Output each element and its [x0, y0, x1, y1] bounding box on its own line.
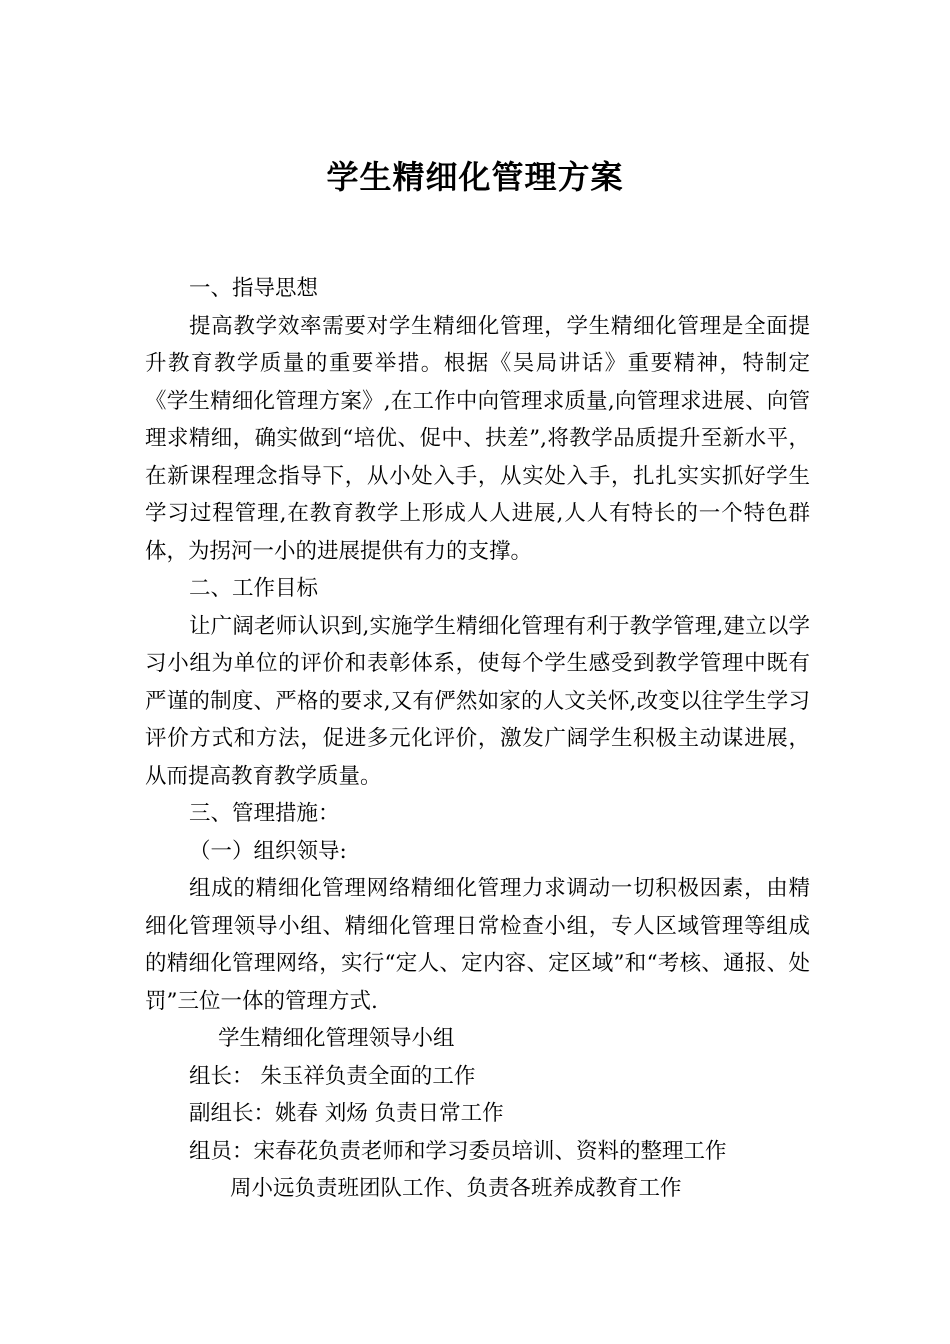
- paragraph-guiding-ideology: 提高教学效率需要对学生精细化管理，学生精细化管理是全面提升教育教学质量的重要举措。根据《吴局讲话》重要精神，特制定《学生精细化管理方案》,在工作中向管理求质量,向管理求进展、向管理求精细，确实做到“培优、促中、扶差”,将教学品质提升至新水平，在新课程理念指导下，从小处入手，从实处入手，扎扎实实抓好学生学习过程管理,在教育教学上形成人人进展,人人有特长的一个特色群体，为拐河一小的进展提供有力的支撑。: [145, 313, 810, 564]
- group-leader-line: 组长： 朱玉祥负责全面的工作: [189, 1063, 476, 1089]
- document-body: [145, 270, 810, 1208]
- leadership-group-title: 学生精细化管理领导小组: [218, 1026, 455, 1051]
- section-heading-2: 二、工作目标: [189, 576, 319, 601]
- vice-leader-line: 副组长：姚春 刘炀 负责日常工作: [189, 1101, 504, 1126]
- member-line-1: 组员：宋春花负责老师和学习委员培训、资料的整理工作: [189, 1138, 727, 1164]
- section-heading-1: 一、指导思想: [189, 276, 319, 301]
- subsection-heading-organization: （一）组织领导:: [189, 838, 347, 864]
- section-heading-3: 三、管理措施：: [189, 801, 340, 826]
- paragraph-work-goals: 让广阔老师认识到,实施学生精细化管理有利于教学管理,建立以学习小组为单位的评价和表彰体系，使每个学生感受到教学管理中既有严谨的制度、严格的要求,又有俨然如家的人文关怀,改变以往学生学习评价方式和方法，促进多元化评价，激发广阔学生积极主动谋进展，从而提高教育教学质量。: [145, 613, 810, 789]
- document-title: 学生精细化管理方案: [326, 158, 624, 196]
- member-line-2: 周小远负责班团队工作、负责各班养成教育工作: [230, 1176, 682, 1201]
- paragraph-organization: 组成的精细化管理网络精细化管理力求调动一切积极因素，由精细化管理领导小组、精细化管理日常检查小组，专人区域管理等组成的精细化管理网络，实行“定人、定内容、定区域”和“考核、通报、处罚”三位一体的管理方式.: [145, 876, 810, 1014]
